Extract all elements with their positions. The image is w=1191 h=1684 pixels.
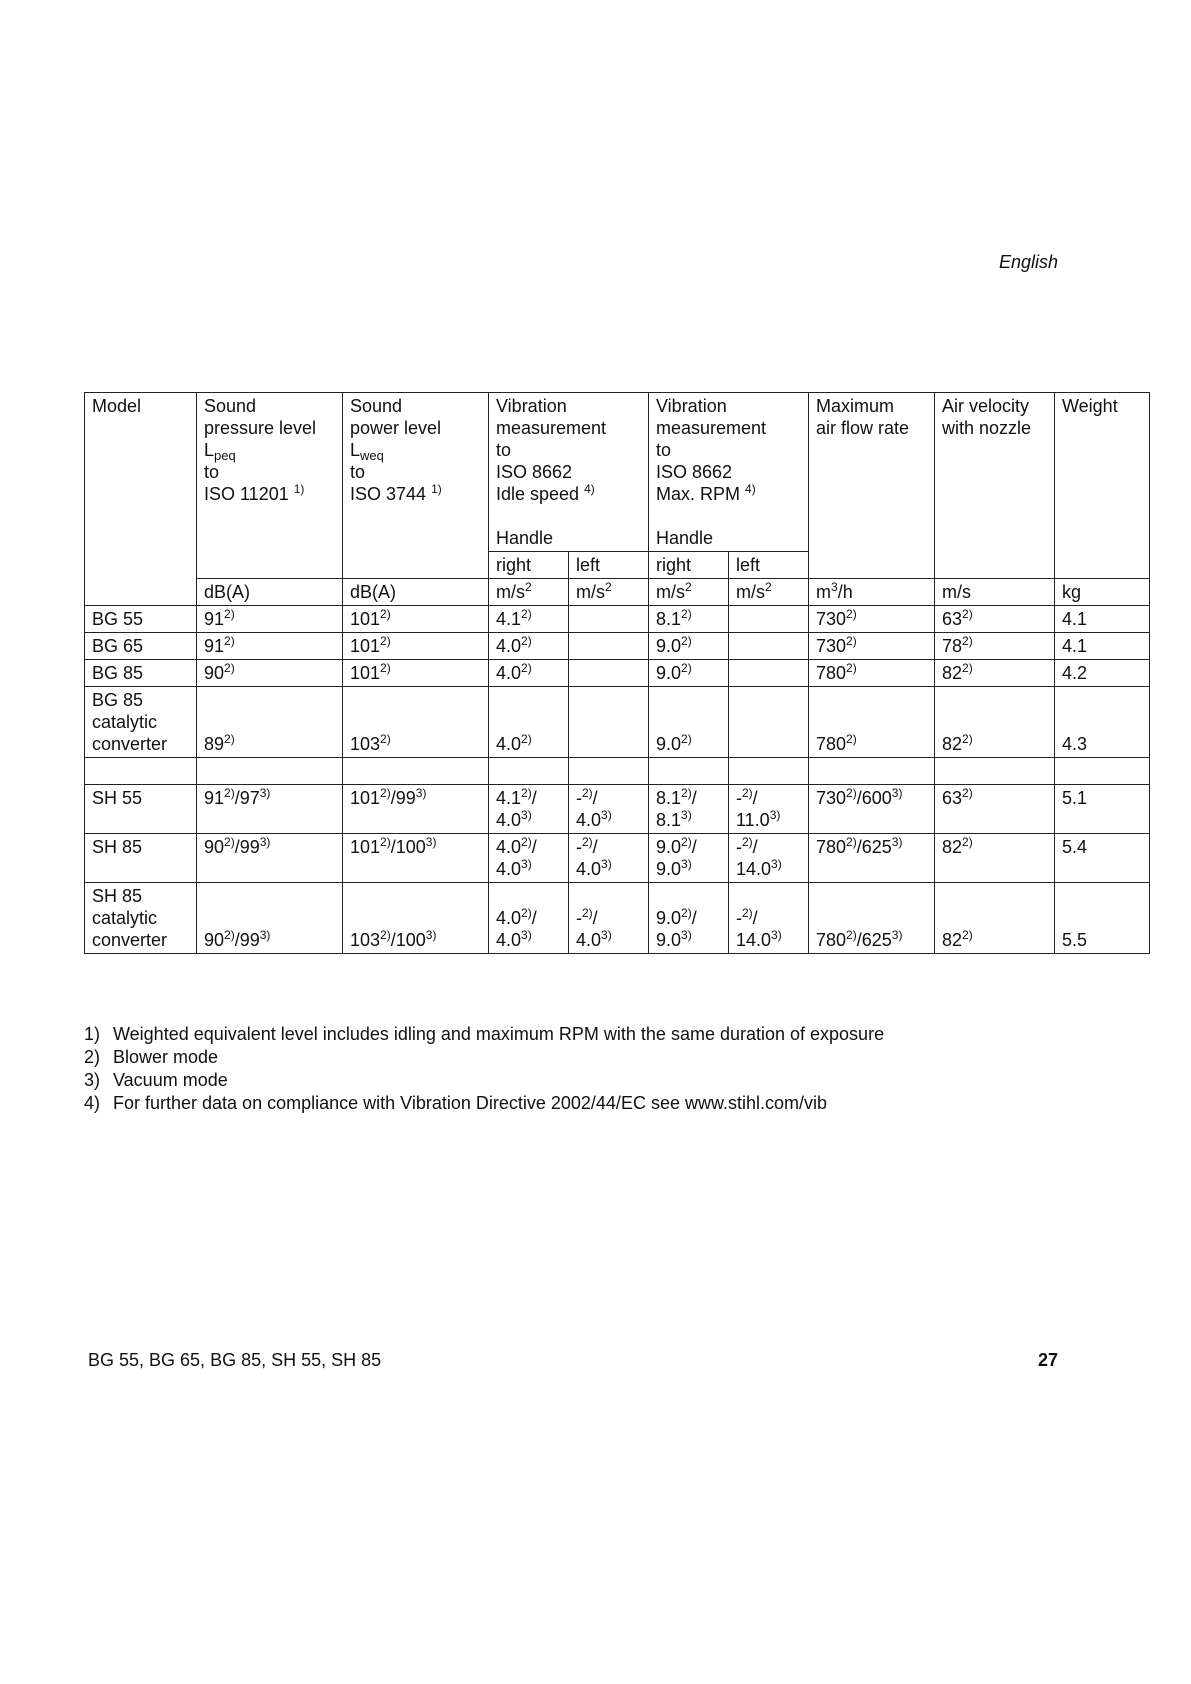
model-cell: BG 65 <box>85 633 197 660</box>
technical-data-table <box>84 392 1150 954</box>
air-flow-cell: 780$^{2)}$/625$^{3)}$ <box>809 834 935 883</box>
table-row <box>85 633 1150 660</box>
header-max-right: right <box>649 552 729 579</box>
lp-cell: 91$^{2)}$ <box>197 606 343 633</box>
weight-cell: 5.5 <box>1055 883 1150 954</box>
lw-cell: 103$^{2)}$/100$^{3)}$ <box>343 883 489 954</box>
footnote: 4) For further data on compliance with Vibration Directive 2002/44/EC see www.stihl.com/vib <box>84 1093 827 1113</box>
spacer-cell <box>569 758 649 785</box>
table-row <box>85 606 1150 633</box>
vib-max-left-cell: -$^{2)}$/ 14.0$^{3)}$ <box>729 834 809 883</box>
vib-idle-right-cell: 4.0$^{2)}$ <box>489 633 569 660</box>
lp-cell: 90$^{2)}$/99$^{3)}$ <box>197 834 343 883</box>
vib-idle-right-cell: 4.1$^{2)}$ <box>489 606 569 633</box>
unit-air-velocity: m/s <box>935 579 1055 606</box>
footnote: 1) Weighted equivalent level includes idling and maximum RPM with the same duration of exposure <box>84 1024 885 1044</box>
header-sound-power: Sound power level $L_{weq}$ to ISO 3744 $^{1)}$ <box>343 393 489 579</box>
spacer-cell <box>729 758 809 785</box>
air-velocity-cell: 82$^{2)}$ <box>935 883 1055 954</box>
vib-max-left-cell <box>729 687 809 758</box>
lp-cell: 90$^{2)}$ <box>197 660 343 687</box>
model-cell: SH 55 <box>85 785 197 834</box>
unit-idle-left: $m/s^2$ <box>569 579 649 606</box>
unit-max-right: $m/s^2$ <box>649 579 729 606</box>
vib-idle-right-cell: 4.0$^{2)}$/ 4.0$^{3)}$ <box>489 883 569 954</box>
lw-cell: 101$^{2)}$ <box>343 606 489 633</box>
weight-cell: 5.1 <box>1055 785 1150 834</box>
vib-idle-left-cell <box>569 606 649 633</box>
vib-idle-right-cell: 4.1$^{2)}$/ 4.0$^{3)}$ <box>489 785 569 834</box>
vib-max-left-cell: -$^{2)}$/ 14.0$^{3)}$ <box>729 883 809 954</box>
unit-air-flow: $m^3/h$ <box>809 579 935 606</box>
footnote: 2) Blower mode <box>84 1047 219 1067</box>
lw-cell: 101$^{2)}$/100$^{3)}$ <box>343 834 489 883</box>
footnote: 3) Vacuum mode <box>84 1070 228 1090</box>
air-flow-cell: 780$^{2)}$/625$^{3)}$ <box>809 883 935 954</box>
unit-sound-pressure: dB(A) <box>197 579 343 606</box>
vib-idle-right-cell: 4.0$^{2)}$/ 4.0$^{3)}$ <box>489 834 569 883</box>
vib-max-right-cell: 9.0$^{2)}$/ 9.0$^{3)}$ <box>649 883 729 954</box>
air-flow-cell: 730$^{2)}$ <box>809 633 935 660</box>
lp-cell: 91$^{2)}$ <box>197 633 343 660</box>
air-flow-cell: 780$^{2)}$ <box>809 660 935 687</box>
model-cell: BG 55 <box>85 606 197 633</box>
spacer-cell <box>649 758 729 785</box>
spacer-cell <box>197 758 343 785</box>
weight-cell: 5.4 <box>1055 834 1150 883</box>
header-max-left: left <box>729 552 809 579</box>
model-cell: BG 85 <box>85 660 197 687</box>
header-air-flow: Maximum air flow rate <box>809 393 935 579</box>
air-velocity-cell: 63$^{2)}$ <box>935 785 1055 834</box>
air-flow-cell: 730$^{2)}$/600$^{3)}$ <box>809 785 935 834</box>
lw-cell: 101$^{2)}$ <box>343 633 489 660</box>
header-idle-right: right <box>489 552 569 579</box>
units-row <box>85 579 1150 606</box>
model-cell: BG 85 catalytic converter <box>85 687 197 758</box>
vib-idle-left-cell: -$^{2)}$/ 4.0$^{3)}$ <box>569 883 649 954</box>
air-velocity-cell: 63$^{2)}$ <box>935 606 1055 633</box>
spacer-cell <box>935 758 1055 785</box>
lw-cell: 103$^{2)}$ <box>343 687 489 758</box>
spacer-row <box>85 758 1150 785</box>
lw-cell: 101$^{2)}$/99$^{3)}$ <box>343 785 489 834</box>
vib-max-right-cell: 9.0$^{2)}$ <box>649 687 729 758</box>
weight-cell: 4.2 <box>1055 660 1150 687</box>
vib-idle-left-cell <box>569 633 649 660</box>
lp-cell: 90$^{2)}$/99$^{3)}$ <box>197 883 343 954</box>
language-label: English <box>998 252 1058 272</box>
vib-max-left-cell <box>729 606 809 633</box>
vib-idle-left-cell <box>569 660 649 687</box>
unit-sound-power: dB(A) <box>343 579 489 606</box>
vib-idle-left-cell: -$^{2)}$/ 4.0$^{3)}$ <box>569 785 649 834</box>
vib-idle-left-cell: -$^{2)}$/ 4.0$^{3)}$ <box>569 834 649 883</box>
model-cell: SH 85 catalytic converter <box>85 883 197 954</box>
model-cell: SH 85 <box>85 834 197 883</box>
unit-max-left: $m/s^2$ <box>729 579 809 606</box>
header-vibration-max: Vibration measurement to ISO 8662 Max. RPM $^{4)}$ Handle <box>649 393 809 552</box>
lp-cell: 89$^{2)}$ <box>197 687 343 758</box>
air-flow-cell: 780$^{2)}$ <box>809 687 935 758</box>
vib-max-right-cell: 9.0$^{2)}$ <box>649 660 729 687</box>
lp-cell: 91$^{2)}$/97$^{3)}$ <box>197 785 343 834</box>
table-row <box>85 660 1150 687</box>
spacer-cell <box>1055 758 1150 785</box>
air-velocity-cell: 82$^{2)}$ <box>935 687 1055 758</box>
spacer-cell <box>85 758 197 785</box>
vib-max-right-cell: 8.1$^{2)}$ <box>649 606 729 633</box>
weight-cell: 4.3 <box>1055 687 1150 758</box>
vib-idle-right-cell: 4.0$^{2)}$ <box>489 687 569 758</box>
spacer-cell <box>489 758 569 785</box>
footer-models: BG 55, BG 65, BG 85, SH 55, SH 85 <box>88 1350 382 1370</box>
table-row <box>85 834 1150 883</box>
vib-idle-left-cell <box>569 687 649 758</box>
table-row <box>85 785 1150 834</box>
page-number: 27 <box>1037 1350 1058 1370</box>
header-sound-pressure: Sound pressure level $L_{peq}$ to ISO 11201 $^{1)}$ <box>197 393 343 579</box>
vib-max-left-cell: -$^{2)}$/ 11.0$^{3)}$ <box>729 785 809 834</box>
unit-idle-right: $m/s^2$ <box>489 579 569 606</box>
spacer-cell <box>809 758 935 785</box>
weight-cell: 4.1 <box>1055 606 1150 633</box>
header-weight: Weight <box>1055 393 1150 579</box>
table-row <box>85 883 1150 954</box>
weight-cell: 4.1 <box>1055 633 1150 660</box>
footnotes <box>84 1023 884 1115</box>
air-velocity-cell: 82$^{2)}$ <box>935 834 1055 883</box>
header-idle-left: left <box>569 552 649 579</box>
header-model: Model <box>85 393 197 606</box>
header-vibration-idle: Vibration measurement to ISO 8662 Idle speed $^{4)}$ Handle <box>489 393 649 552</box>
air-velocity-cell: 78$^{2)}$ <box>935 633 1055 660</box>
air-velocity-cell: 82$^{2)}$ <box>935 660 1055 687</box>
spacer-cell <box>343 758 489 785</box>
vib-max-left-cell <box>729 660 809 687</box>
lw-cell: 101$^{2)}$ <box>343 660 489 687</box>
vib-max-right-cell: 9.0$^{2)}$/ 9.0$^{3)}$ <box>649 834 729 883</box>
unit-weight: kg <box>1055 579 1150 606</box>
vib-max-right-cell: 8.1$^{2)}$/ 8.1$^{3)}$ <box>649 785 729 834</box>
vib-max-right-cell: 9.0$^{2)}$ <box>649 633 729 660</box>
header-air-velocity: Air velocity with nozzle <box>935 393 1055 579</box>
table-row <box>85 687 1150 758</box>
header-row <box>85 393 1150 552</box>
vib-idle-right-cell: 4.0$^{2)}$ <box>489 660 569 687</box>
air-flow-cell: 730$^{2)}$ <box>809 606 935 633</box>
vib-max-left-cell <box>729 633 809 660</box>
